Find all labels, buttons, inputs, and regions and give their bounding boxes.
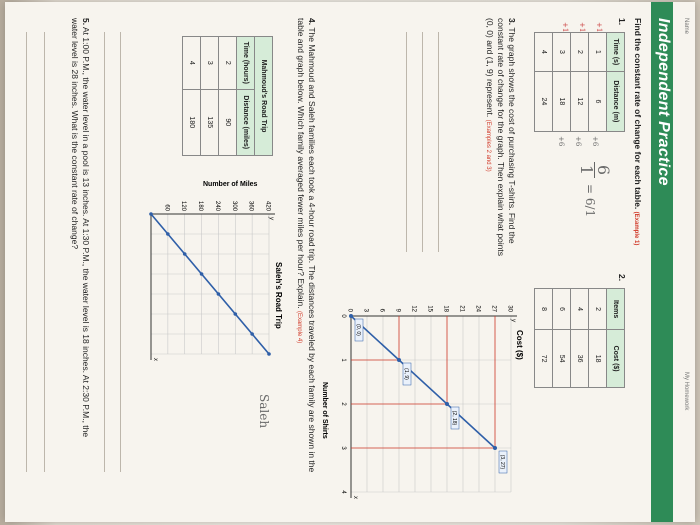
x-axis-letter: x <box>352 496 358 499</box>
answer-line <box>120 32 121 472</box>
q1-header-distance: Distance (m) <box>607 71 625 131</box>
q4-table-title: Mahmoud's Road Trip <box>255 37 273 156</box>
answer-line <box>422 32 423 252</box>
y-tick-label: 3 <box>362 308 369 312</box>
y-tick-label: 6 <box>378 308 385 312</box>
data-point <box>183 252 187 256</box>
q4-ylabel: Number of Miles <box>203 181 258 188</box>
q4-header-time: Time (hours) <box>237 37 255 90</box>
q4-cell: 4 <box>183 37 201 90</box>
q3-ylabel: Cost ($) <box>515 330 524 360</box>
table-row <box>553 289 571 388</box>
x-tick-label: 4 <box>340 490 346 494</box>
q1-diff-mark: +6 <box>574 136 582 147</box>
q1-table <box>534 32 625 132</box>
data-point <box>267 352 271 356</box>
table-row <box>589 33 607 132</box>
q3-number: 3. <box>507 18 517 26</box>
data-point <box>200 272 204 276</box>
q4-cell: 3 <box>201 37 219 90</box>
q2-header-cost: Cost ($) <box>607 330 625 388</box>
q1-header-time: Time (s) <box>607 33 625 72</box>
data-point <box>250 332 254 336</box>
q4-cell: 90 <box>219 89 237 155</box>
q3-text: The graph shows the cost of purchasing T-shirts. Find the constant rate of change for the graph. Then explain what points (0, 0) and (1, 9) represent. <box>485 18 517 256</box>
data-point <box>149 212 153 216</box>
q4-cell: 2 <box>219 37 237 90</box>
name-label: Name <box>683 18 689 35</box>
y-tick-label: 300 <box>230 200 237 211</box>
table-row <box>571 33 589 132</box>
table-row <box>201 37 219 156</box>
q1-work-numerator: 6 <box>594 164 613 176</box>
y-axis-letter: y <box>510 319 516 322</box>
instruction <box>630 18 643 245</box>
q2-table <box>534 288 625 388</box>
q1-cell: 12 <box>571 71 589 131</box>
data-point <box>397 358 401 362</box>
q3-example: (Examples 2 and 3) <box>485 119 491 172</box>
q1-cell: 6 <box>589 71 607 131</box>
x-axis-letter: x <box>152 358 158 361</box>
data-point <box>233 312 237 316</box>
x-tick-label: 2 <box>340 402 346 406</box>
q4-number: 4. <box>307 18 317 26</box>
answer-line <box>438 32 439 252</box>
q4-example: (Example 4) <box>296 310 302 344</box>
point-label: (3, 27) <box>499 454 505 470</box>
point-label: (2, 18) <box>451 410 457 426</box>
y-tick-label: 18 <box>442 305 449 312</box>
q1-margin-mark: +1 <box>561 22 569 33</box>
q5-number: 5. <box>81 18 91 26</box>
table-row <box>219 37 237 156</box>
table-row <box>535 33 553 132</box>
q4-question <box>293 18 317 478</box>
q2-cell: 36 <box>571 330 589 388</box>
y-tick-label: 12 <box>410 305 417 312</box>
q1-cell: 3 <box>553 33 571 72</box>
worksheet-page <box>5 2 695 522</box>
point-label: (0, 0) <box>355 324 361 336</box>
q2-cell: 6 <box>553 289 571 330</box>
q4-plot-area <box>149 201 275 362</box>
q2-cell: 72 <box>535 330 553 388</box>
q1-diff-mark: +6 <box>557 136 565 147</box>
x-tick-label: 0 <box>340 314 346 318</box>
answer-line <box>44 32 45 472</box>
subject-label: My Homework <box>683 372 689 411</box>
q1-work-denominator: 1 <box>578 162 595 178</box>
q4-saleh-graph <box>135 180 285 370</box>
q2-cell: 4 <box>571 289 589 330</box>
q1-number: 1. <box>617 18 627 26</box>
instruction-text: Find the constant rate of change for each table. <box>633 18 643 210</box>
x-tick-label: 1 <box>340 358 346 362</box>
data-point <box>217 292 221 296</box>
q1-cell: 2 <box>571 33 589 72</box>
y-tick-label: 27 <box>490 305 497 312</box>
table-row <box>553 33 571 132</box>
series-line <box>351 316 495 448</box>
q5-text: At 1:00 P.M., the water level in a pool is 13 inches. At 1:30 P.M., the water level is 18 inches. At 2:30 P.M., the water level is 28 inches. What is the constant rate of change? <box>70 18 91 438</box>
y-tick-label: 24 <box>474 305 481 312</box>
q1-cell: 24 <box>535 71 553 131</box>
y-tick-label: 180 <box>197 200 204 211</box>
q1-diff-mark: +6 <box>591 136 599 147</box>
q4-text: The Mahmoud and Saleh families each took a 4-hour road trip. The distances traveled by each family are shown in the table and graph below. Which family averaged fewer miles per hour? Explain. <box>296 18 317 473</box>
y-tick-label: 30 <box>506 305 513 312</box>
table-row <box>589 289 607 388</box>
title-banner <box>651 2 673 522</box>
answer-line <box>104 32 105 472</box>
q4-cell: 135 <box>201 89 219 155</box>
instruction-example: (Example 1) <box>633 211 639 246</box>
q4-header-distance: Distance (miles) <box>237 89 255 155</box>
q2-header-items: Items <box>607 289 625 330</box>
q4-handwritten-answer: Saleh <box>257 394 271 429</box>
y-tick-label: 15 <box>426 305 433 312</box>
table-row <box>571 289 589 388</box>
q2-cell: 18 <box>589 330 607 388</box>
q1-work-result: = 6/1 <box>583 184 597 218</box>
q4-cell: 180 <box>183 89 201 155</box>
data-point <box>493 446 497 450</box>
point-label: (1, 9) <box>403 368 409 380</box>
q3-plot-area <box>340 305 517 500</box>
y-tick-label: 0 <box>346 308 353 312</box>
answer-line <box>26 32 27 472</box>
q3-cost-graph <box>317 264 527 504</box>
x-tick-label: 3 <box>340 446 346 450</box>
q1-cell: 1 <box>589 33 607 72</box>
data-point <box>166 232 170 236</box>
q3-xlabel: Number of Shirts <box>321 382 328 439</box>
answer-line <box>406 32 407 252</box>
y-tick-label: 60 <box>163 204 170 211</box>
q4-graph-title: Saleh's Road Trip <box>274 262 283 329</box>
q2-cell: 54 <box>553 330 571 388</box>
table-row <box>183 37 201 156</box>
q2-number: 2. <box>617 274 627 282</box>
q2-cell: 2 <box>589 289 607 330</box>
y-tick-label: 360 <box>247 200 254 211</box>
q3-question <box>482 18 517 258</box>
y-axis-letter: y <box>268 217 274 220</box>
q1-margin-mark: +1 <box>578 22 586 33</box>
y-tick-label: 9 <box>394 308 401 312</box>
data-point <box>349 314 353 318</box>
q1-cell: 18 <box>553 71 571 131</box>
y-tick-label: 120 <box>180 200 187 211</box>
page-header <box>672 2 695 522</box>
q2-cell: 8 <box>535 289 553 330</box>
data-point <box>445 402 449 406</box>
q4-mahmoud-table <box>182 36 273 156</box>
y-tick-label: 420 <box>264 200 271 211</box>
q1-cell: 4 <box>535 33 553 72</box>
y-tick-label: 240 <box>213 200 220 211</box>
page-title: Independent Practice <box>655 18 672 186</box>
table-row <box>535 289 553 388</box>
q1-handwritten-work <box>578 162 611 178</box>
q5-question <box>69 18 91 438</box>
q1-margin-mark: +1 <box>595 22 603 33</box>
y-tick-label: 21 <box>458 305 465 312</box>
